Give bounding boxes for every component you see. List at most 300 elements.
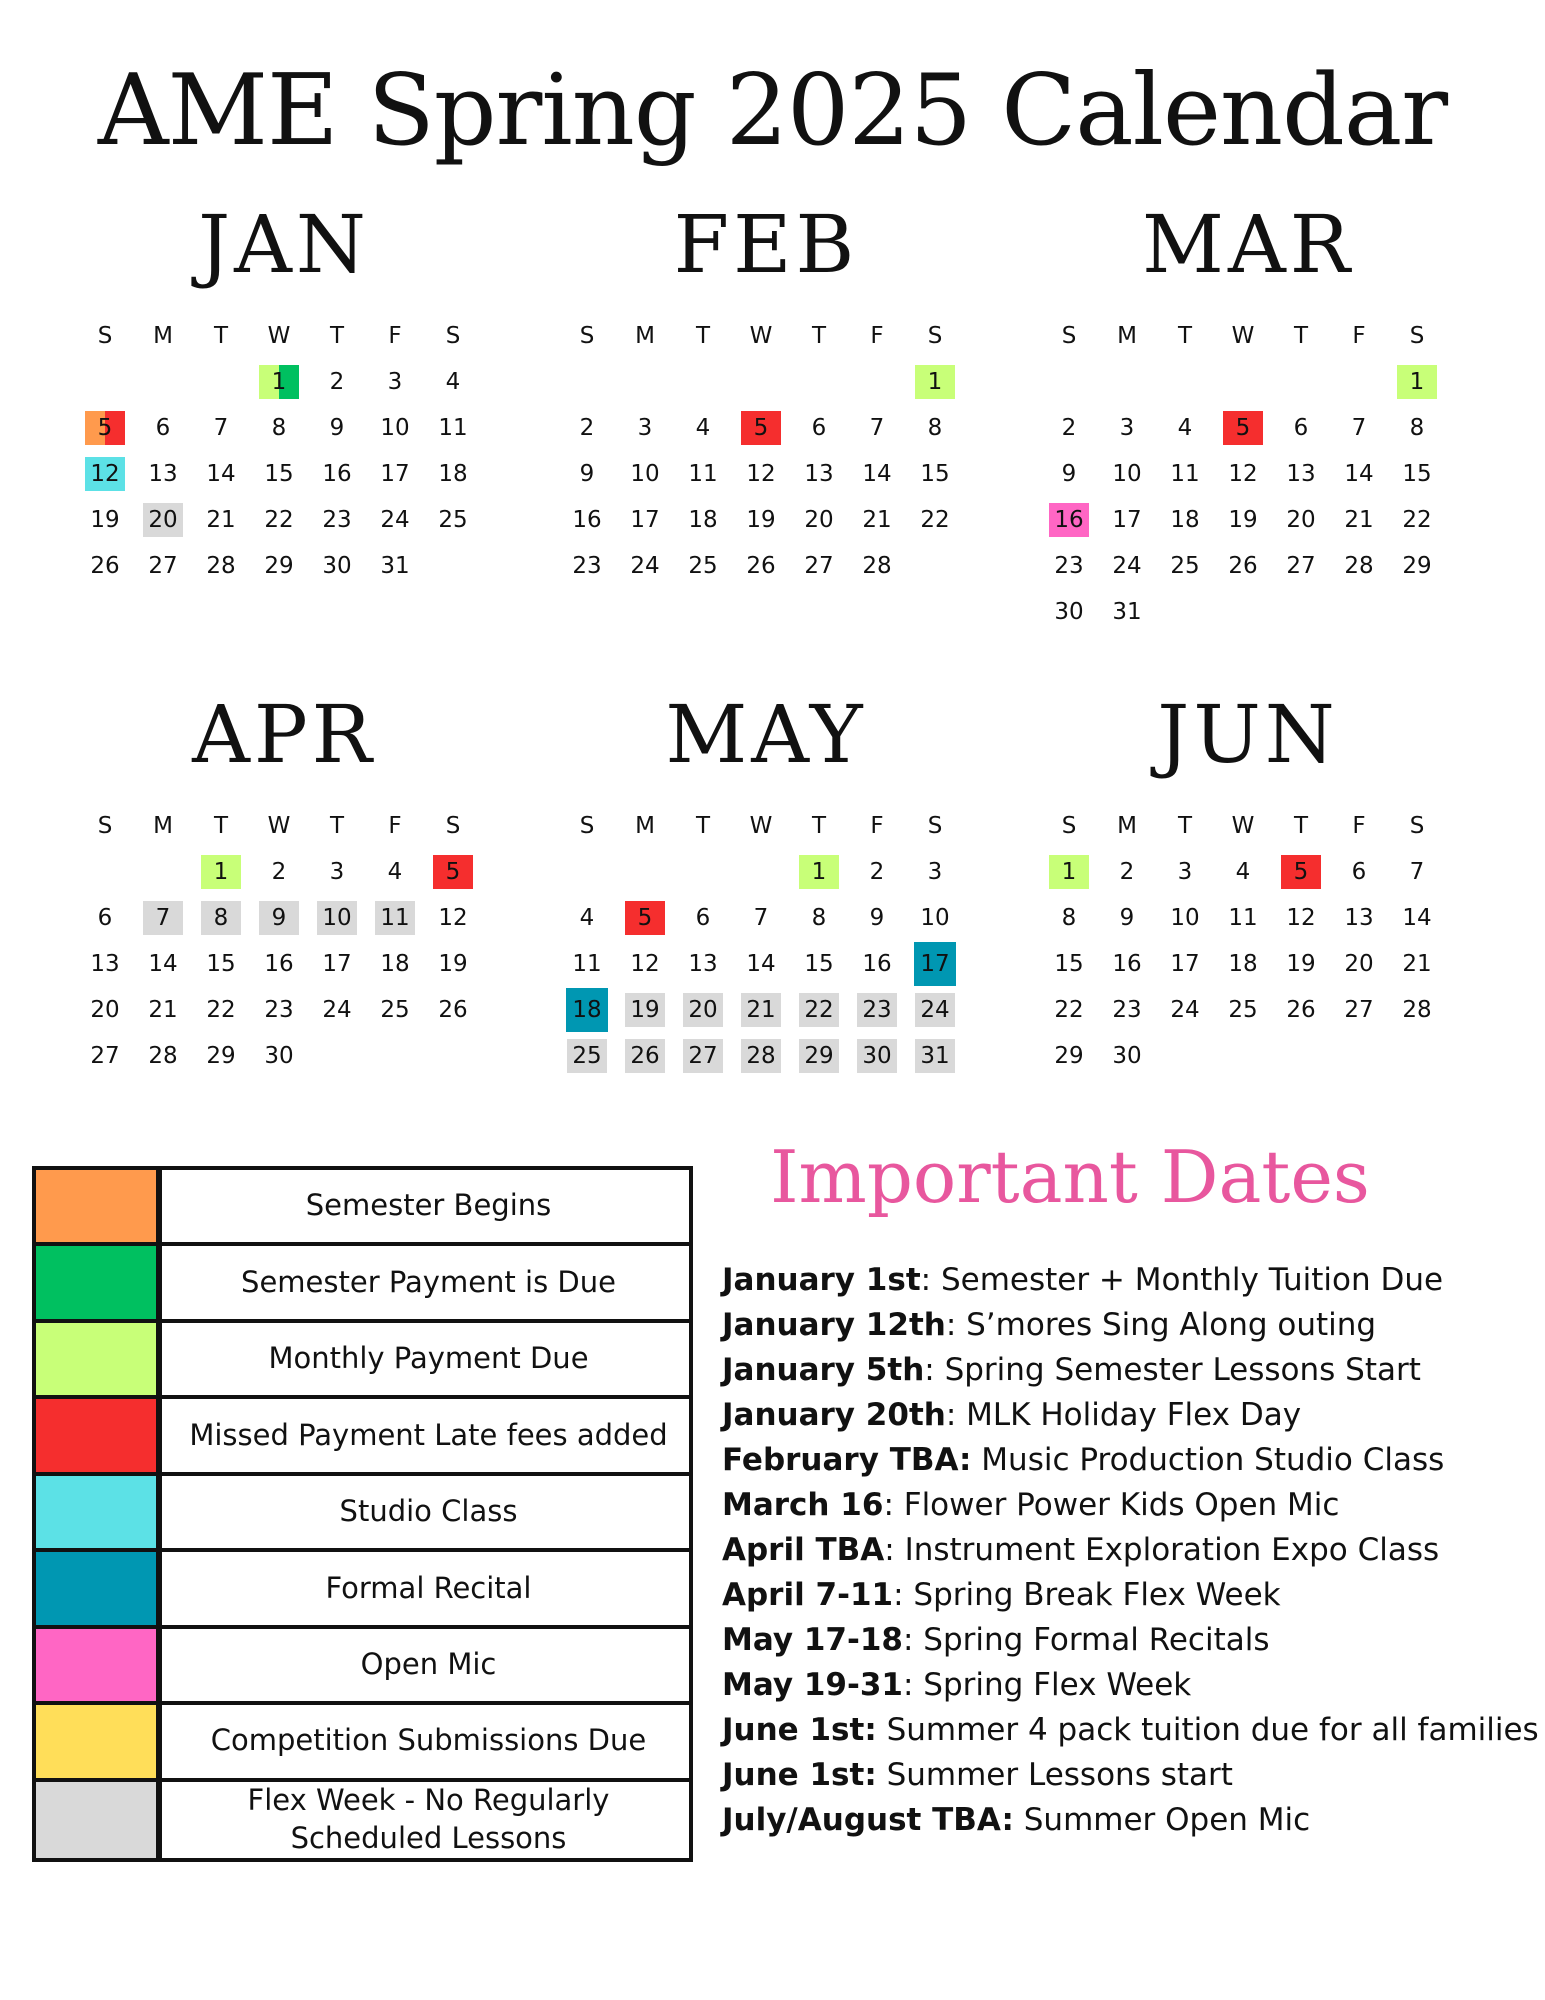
day-cell <box>674 497 732 543</box>
day-number: 17 <box>1112 507 1142 533</box>
day-cell <box>250 895 308 941</box>
day-cell <box>308 543 366 589</box>
day-number: 13 <box>804 461 834 487</box>
day-cell <box>366 359 424 405</box>
day-cell <box>1388 497 1446 543</box>
month-name: MAY <box>665 688 867 781</box>
day-cell <box>134 497 192 543</box>
empty-cell <box>192 359 250 405</box>
weekday-header: S <box>1409 813 1425 839</box>
day-number: 8 <box>1409 415 1425 441</box>
day-number: 7 <box>753 905 769 931</box>
date-description: : Spring Formal Recitals <box>902 1622 1270 1658</box>
day-cell <box>1272 849 1330 895</box>
day-number: 12 <box>746 461 776 487</box>
legend-label: Semester Begins <box>305 1188 552 1223</box>
date-label: April TBA <box>722 1532 885 1568</box>
weekday-header: F <box>388 323 402 349</box>
day-cell <box>134 1033 192 1079</box>
day-cell <box>848 405 906 451</box>
date-description: : Semester + Monthly Tuition Due <box>920 1262 1444 1298</box>
day-cell <box>308 987 366 1033</box>
day-number: 12 <box>438 905 468 931</box>
month-grid <box>76 803 514 1079</box>
day-number: 16 <box>1049 503 1089 537</box>
day-number: 4 <box>579 905 595 931</box>
day-cell <box>1214 895 1272 941</box>
day-cell <box>790 451 848 497</box>
date-label: May 19-31 <box>722 1667 903 1703</box>
day-cell <box>732 895 790 941</box>
day-number: 15 <box>206 951 236 977</box>
day-cell <box>790 497 848 543</box>
day-cell <box>1272 451 1330 497</box>
day-number: 10 <box>380 415 410 441</box>
day-cell <box>1330 895 1388 941</box>
weekday-header: S <box>1061 813 1077 839</box>
day-number: 6 <box>1351 859 1367 885</box>
day-cell <box>76 543 134 589</box>
day-number: 15 <box>804 951 834 977</box>
day-number: 18 <box>1228 951 1258 977</box>
empty-cell <box>1098 359 1156 405</box>
legend-label: Competition Submissions Due <box>210 1723 647 1758</box>
day-number: 20 <box>1286 507 1316 533</box>
day-cell <box>308 359 366 405</box>
day-cell <box>1214 405 1272 451</box>
day-cell <box>558 895 616 941</box>
weekday-header: T <box>1293 323 1309 349</box>
day-cell <box>732 497 790 543</box>
day-number: 18 <box>688 507 718 533</box>
day-number: 5 <box>1281 855 1321 889</box>
day-number: 12 <box>1286 905 1316 931</box>
day-number: 20 <box>90 997 120 1023</box>
day-cell <box>1156 941 1214 987</box>
day-cell <box>134 987 192 1033</box>
day-number: 20 <box>143 503 183 537</box>
day-cell <box>308 849 366 895</box>
day-number: 22 <box>799 993 839 1027</box>
day-cell <box>308 941 366 987</box>
day-cell <box>1330 405 1388 451</box>
day-cell <box>1040 987 1098 1033</box>
day-number: 26 <box>746 553 776 579</box>
day-number: 19 <box>1228 507 1258 533</box>
day-cell <box>250 405 308 451</box>
date-description: : Spring Semester Lessons Start <box>924 1352 1421 1388</box>
day-cell <box>76 941 134 987</box>
day-cell <box>1098 895 1156 941</box>
legend-row <box>36 1323 689 1399</box>
day-number: 22 <box>1054 997 1084 1023</box>
day-number: 14 <box>148 951 178 977</box>
important-date-item <box>722 1708 1542 1753</box>
day-number: 23 <box>322 507 352 533</box>
day-cell <box>848 451 906 497</box>
day-cell <box>1330 987 1388 1033</box>
weekday-header: T <box>695 813 711 839</box>
day-number: 2 <box>271 859 287 885</box>
empty-cell <box>1272 359 1330 405</box>
day-number: 29 <box>1402 553 1432 579</box>
day-cell <box>250 987 308 1033</box>
date-description: : Spring Flex Week <box>902 1667 1192 1703</box>
empty-cell <box>1040 359 1098 405</box>
day-cell <box>558 987 616 1033</box>
legend-swatch <box>36 1399 162 1471</box>
weekday-header: T <box>1293 813 1309 839</box>
day-cell <box>1272 497 1330 543</box>
day-cell <box>674 941 732 987</box>
day-cell <box>366 941 424 987</box>
weekday-header: T <box>213 813 229 839</box>
day-cell <box>1098 543 1156 589</box>
day-cell <box>906 405 964 451</box>
day-cell <box>424 895 482 941</box>
weekday-header: F <box>870 813 884 839</box>
day-cell <box>1330 497 1388 543</box>
day-number: 15 <box>264 461 294 487</box>
day-number: 26 <box>1286 997 1316 1023</box>
day-cell <box>1330 451 1388 497</box>
month-name: APR <box>192 688 376 781</box>
day-cell <box>192 941 250 987</box>
date-label: February TBA: <box>722 1442 972 1478</box>
day-number: 14 <box>1344 461 1374 487</box>
day-number: 27 <box>683 1039 723 1073</box>
legend-row <box>36 1399 689 1475</box>
day-cell <box>192 405 250 451</box>
day-cell <box>1214 941 1272 987</box>
day-cell <box>1272 941 1330 987</box>
day-cell <box>1388 451 1446 497</box>
weekday-header: S <box>1409 323 1425 349</box>
day-cell <box>1272 405 1330 451</box>
day-number: 25 <box>1170 553 1200 579</box>
day-cell <box>1388 849 1446 895</box>
day-cell <box>674 543 732 589</box>
day-number: 2 <box>869 859 885 885</box>
legend-swatch <box>36 1170 162 1242</box>
date-description: Summer Open Mic <box>1013 1802 1311 1838</box>
day-cell <box>558 451 616 497</box>
day-number: 24 <box>630 553 660 579</box>
day-number: 13 <box>90 951 120 977</box>
weekday-header: S <box>579 813 595 839</box>
day-number: 31 <box>380 553 410 579</box>
legend-row <box>36 1246 689 1322</box>
weekday-header: T <box>213 323 229 349</box>
legend-label: Semester Payment is Due <box>241 1264 616 1299</box>
day-cell <box>848 941 906 987</box>
date-description: Summer Lessons start <box>876 1757 1233 1793</box>
day-number: 26 <box>1228 553 1258 579</box>
month-jun <box>1018 685 1478 1079</box>
date-description: : Flower Power Kids Open Mic <box>883 1487 1340 1523</box>
day-number: 23 <box>857 993 897 1027</box>
day-number: 13 <box>1286 461 1316 487</box>
day-number: 9 <box>259 901 299 935</box>
empty-cell <box>1330 359 1388 405</box>
day-number: 30 <box>322 553 352 579</box>
day-number: 24 <box>380 507 410 533</box>
day-number: 23 <box>1112 997 1142 1023</box>
empty-cell <box>134 849 192 895</box>
day-number: 5 <box>1223 411 1263 445</box>
day-cell <box>906 1033 964 1079</box>
day-number: 27 <box>1286 553 1316 579</box>
day-number: 3 <box>1119 415 1135 441</box>
day-number: 29 <box>206 1043 236 1069</box>
day-cell <box>1272 895 1330 941</box>
day-number: 16 <box>264 951 294 977</box>
day-number: 17 <box>1170 951 1200 977</box>
day-number: 22 <box>206 997 236 1023</box>
legend-row <box>36 1629 689 1705</box>
day-number: 8 <box>811 905 827 931</box>
date-label: January 5th <box>722 1352 925 1388</box>
day-cell <box>1330 543 1388 589</box>
empty-cell <box>848 359 906 405</box>
weekday-header: W <box>267 813 291 839</box>
weekday-header: F <box>870 323 884 349</box>
weekday-header: T <box>811 813 827 839</box>
day-number: 11 <box>572 951 602 977</box>
important-date-item <box>722 1798 1542 1843</box>
empty-cell <box>558 849 616 895</box>
day-cell <box>732 941 790 987</box>
day-cell <box>558 1033 616 1079</box>
day-number: 19 <box>90 507 120 533</box>
day-number: 24 <box>1170 997 1200 1023</box>
legend-row <box>36 1476 689 1552</box>
important-date-item <box>722 1528 1542 1573</box>
day-cell <box>674 895 732 941</box>
day-number: 1 <box>1049 855 1089 889</box>
weekday-header: M <box>635 323 655 349</box>
day-number: 14 <box>862 461 892 487</box>
day-cell <box>1214 451 1272 497</box>
date-label: July/August TBA: <box>722 1802 1014 1838</box>
day-cell <box>1098 451 1156 497</box>
day-cell <box>134 451 192 497</box>
month-name: MAR <box>1142 198 1354 291</box>
weekday-header: S <box>97 813 113 839</box>
day-number: 26 <box>438 997 468 1023</box>
day-number: 19 <box>625 993 665 1027</box>
day-number: 21 <box>741 993 781 1027</box>
day-number: 3 <box>637 415 653 441</box>
day-number: 28 <box>148 1043 178 1069</box>
day-number: 28 <box>1402 997 1432 1023</box>
day-cell <box>906 849 964 895</box>
day-number: 14 <box>206 461 236 487</box>
weekday-header: T <box>695 323 711 349</box>
day-cell <box>1098 849 1156 895</box>
day-number: 12 <box>1228 461 1258 487</box>
day-number: 15 <box>920 461 950 487</box>
day-cell <box>848 849 906 895</box>
weekday-header: M <box>153 323 173 349</box>
day-cell <box>76 497 134 543</box>
month-name: JAN <box>198 198 370 291</box>
day-number: 1 <box>259 365 299 399</box>
day-cell <box>790 987 848 1033</box>
day-cell <box>76 895 134 941</box>
day-cell <box>76 451 134 497</box>
legend-swatch <box>36 1552 162 1624</box>
day-cell <box>1388 405 1446 451</box>
day-cell <box>1156 497 1214 543</box>
day-cell <box>424 497 482 543</box>
day-number: 9 <box>869 905 885 931</box>
day-number: 8 <box>1061 905 1077 931</box>
empty-cell <box>76 849 134 895</box>
day-number: 18 <box>566 988 608 1032</box>
day-cell <box>1214 849 1272 895</box>
weekday-header: T <box>811 323 827 349</box>
date-description: : S’mores Sing Along outing <box>945 1307 1377 1343</box>
day-cell <box>790 543 848 589</box>
page-title: AME Spring 2025 Calendar <box>97 54 1448 168</box>
day-cell <box>250 451 308 497</box>
day-cell <box>250 1033 308 1079</box>
day-number: 26 <box>90 553 120 579</box>
weekday-header: T <box>1177 323 1193 349</box>
day-number: 30 <box>1054 599 1084 625</box>
day-cell <box>1040 497 1098 543</box>
month-jan <box>54 195 514 589</box>
day-number: 4 <box>387 859 403 885</box>
day-number: 7 <box>1351 415 1367 441</box>
day-cell <box>308 497 366 543</box>
day-cell <box>616 941 674 987</box>
day-cell <box>192 451 250 497</box>
legend-label: Flex Week - No Regularly Scheduled Lessons <box>247 1783 610 1855</box>
day-cell <box>906 497 964 543</box>
day-cell <box>558 497 616 543</box>
day-number: 7 <box>1409 859 1425 885</box>
day-number: 28 <box>206 553 236 579</box>
day-number: 3 <box>927 859 943 885</box>
day-cell <box>1214 987 1272 1033</box>
day-cell <box>1098 497 1156 543</box>
day-cell <box>192 543 250 589</box>
day-cell <box>674 987 732 1033</box>
day-cell <box>732 987 790 1033</box>
day-cell <box>906 451 964 497</box>
weekday-header: W <box>1231 813 1255 839</box>
date-label: May 17-18 <box>722 1622 903 1658</box>
day-number: 6 <box>695 905 711 931</box>
day-number: 2 <box>1061 415 1077 441</box>
day-number: 15 <box>1402 461 1432 487</box>
day-cell <box>1098 941 1156 987</box>
day-number: 16 <box>862 951 892 977</box>
month-name: FEB <box>673 198 859 291</box>
day-cell <box>134 405 192 451</box>
day-cell <box>1040 589 1098 635</box>
important-date-item <box>722 1663 1542 1708</box>
day-number: 31 <box>1112 599 1142 625</box>
day-cell <box>790 941 848 987</box>
day-number: 11 <box>688 461 718 487</box>
day-cell <box>308 451 366 497</box>
day-number: 8 <box>201 901 241 935</box>
important-date-item <box>722 1258 1542 1303</box>
empty-cell <box>616 849 674 895</box>
day-number: 10 <box>630 461 660 487</box>
day-cell <box>1388 543 1446 589</box>
date-label: June 1st: <box>722 1757 877 1793</box>
day-cell <box>848 895 906 941</box>
day-cell <box>616 1033 674 1079</box>
day-number: 25 <box>438 507 468 533</box>
day-number: 11 <box>1170 461 1200 487</box>
month-grid <box>1040 803 1478 1079</box>
legend-label: Missed Payment Late fees added <box>189 1417 668 1452</box>
day-cell <box>134 895 192 941</box>
day-cell <box>790 1033 848 1079</box>
date-label: January 20th <box>722 1397 946 1433</box>
day-cell <box>76 1033 134 1079</box>
day-number: 2 <box>1119 859 1135 885</box>
empty-cell <box>732 359 790 405</box>
day-number: 25 <box>688 553 718 579</box>
weekday-header: F <box>388 813 402 839</box>
date-description: Music Production Studio Class <box>971 1442 1445 1478</box>
day-cell <box>1098 405 1156 451</box>
day-cell <box>848 1033 906 1079</box>
month-apr <box>54 685 514 1079</box>
legend-swatch <box>36 1323 162 1395</box>
day-cell <box>134 543 192 589</box>
day-number: 30 <box>264 1043 294 1069</box>
month-grid <box>558 803 996 1079</box>
day-number: 7 <box>869 415 885 441</box>
weekday-header: S <box>445 323 461 349</box>
weekday-header: F <box>1352 323 1366 349</box>
day-number: 14 <box>1402 905 1432 931</box>
important-date-item <box>722 1348 1542 1393</box>
day-number: 3 <box>329 859 345 885</box>
date-description: : MLK Holiday Flex Day <box>945 1397 1302 1433</box>
day-number: 4 <box>445 369 461 395</box>
weekday-header: W <box>267 323 291 349</box>
day-cell <box>192 987 250 1033</box>
day-cell <box>790 405 848 451</box>
day-cell <box>192 895 250 941</box>
month-grid <box>1040 313 1478 635</box>
day-number: 24 <box>322 997 352 1023</box>
weekday-header: S <box>97 323 113 349</box>
day-number: 13 <box>1344 905 1374 931</box>
day-cell <box>674 405 732 451</box>
day-number: 1 <box>1397 365 1437 399</box>
day-cell <box>1156 451 1214 497</box>
day-number: 26 <box>625 1039 665 1073</box>
day-cell <box>1098 589 1156 635</box>
day-cell <box>366 543 424 589</box>
weekday-header: S <box>445 813 461 839</box>
day-number: 4 <box>695 415 711 441</box>
day-number: 13 <box>148 461 178 487</box>
day-number: 29 <box>1054 1043 1084 1069</box>
day-number: 22 <box>264 507 294 533</box>
day-cell <box>616 987 674 1033</box>
day-cell <box>1040 849 1098 895</box>
